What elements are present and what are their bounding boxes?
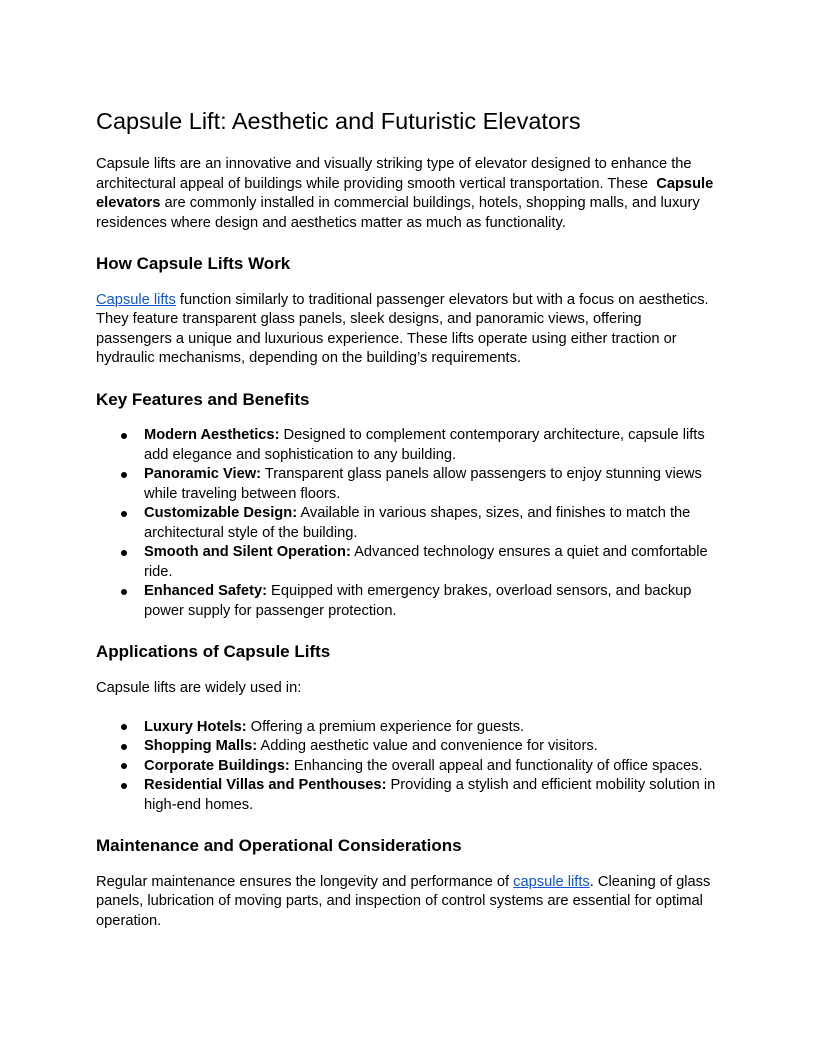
bold-text: Corporate Buildings: xyxy=(144,757,290,774)
section-heading-applications-of-capsule-lifts: Applications of Capsule Lifts xyxy=(96,642,331,661)
list-item xyxy=(96,504,720,543)
list-item xyxy=(96,426,720,465)
bold-text: Capsule elevators xyxy=(96,175,714,211)
list-item xyxy=(96,718,720,738)
text-run: Providing a stylish and efficient mobility solution in high-end homes. xyxy=(144,777,716,813)
text-run: are commonly installed in commercial buildings, hotels, shopping malls, and luxury residences where design and aesthetics matter as much as functionality. xyxy=(96,195,700,231)
section-heading-how-capsule-lifts-work: How Capsule Lifts Work xyxy=(96,254,291,273)
bold-text: Enhanced Safety: xyxy=(144,583,267,599)
bold-text: Customizable Design: xyxy=(144,505,298,521)
list-item xyxy=(96,543,720,582)
list-item xyxy=(96,737,720,757)
text-run: Advanced technology ensures a quiet and comfortable ride. xyxy=(144,544,708,580)
text-run: Capsule lifts are widely used in: xyxy=(96,679,302,696)
document-body xyxy=(96,155,720,931)
list-item xyxy=(96,776,720,815)
text-run: Transparent glass panels allow passengers to enjoy stunning views while traveling between floors. xyxy=(144,466,702,502)
bullet-list xyxy=(96,718,720,816)
text-run: Equipped with emergency brakes, overload sensors, and backup power supply for passenger protection. xyxy=(144,583,692,619)
paragraph xyxy=(96,155,720,233)
text-run: Adding aesthetic value and convenience for visitors. xyxy=(257,738,598,754)
list-item xyxy=(96,582,720,621)
text-run: Capsule lifts are an innovative and visually striking type of elevator designed to enhance the architectural appeal of buildings while providing smooth vertical transportation. These xyxy=(96,156,692,192)
bold-text: Smooth and Silent Operation: xyxy=(144,544,351,560)
text-run: Enhancing the overall appeal and functionality of office spaces. xyxy=(289,757,703,774)
bold-text: Shopping Malls: xyxy=(144,738,258,754)
bold-text: Residential Villas and Penthouses: xyxy=(144,777,387,793)
text-run: . Cleaning of glass panels, lubrication of moving parts, and inspection of control systems are essential for optimal operation. xyxy=(96,873,711,929)
text-run: Offering a premium experience for guests. xyxy=(246,718,525,735)
capsule-lifts-link[interactable]: capsule lifts xyxy=(513,873,590,890)
list-item xyxy=(96,757,720,777)
capsule-lifts-link[interactable]: Capsule lifts xyxy=(96,291,176,308)
text-run: Regular maintenance ensures the longevity and performance of xyxy=(96,873,514,890)
bold-text: Panoramic View: xyxy=(144,466,262,482)
section-heading-maintenance-and-operational-considerations: Maintenance and Operational Considerations xyxy=(96,836,462,855)
bold-text: Luxury Hotels: xyxy=(144,718,247,735)
section-heading-key-features-and-benefits: Key Features and Benefits xyxy=(96,389,310,409)
paragraph xyxy=(96,679,720,699)
paragraph xyxy=(96,291,720,369)
bold-text: Modern Aesthetics: xyxy=(144,427,280,443)
bullet-list xyxy=(96,426,720,621)
paragraph xyxy=(96,873,720,932)
text-run: Designed to complement contemporary architecture, capsule lifts add elegance and sophistication to any building. xyxy=(144,427,705,463)
document-title: Capsule Lift: Aesthetic and Futuristic Elevators xyxy=(96,108,581,134)
list-item xyxy=(96,465,720,504)
text-run: function similarly to traditional passenger elevators but with a focus on aesthetics. They feature transparent glass panels, sleek designs, and panoramic views, offering passengers a unique and luxurious experience. These lifts operate using either traction or hydraulic mechanisms, depending on the building’s requirements. xyxy=(96,291,709,366)
text-run: Available in various shapes, sizes, and finishes to match the architectural style of the building. xyxy=(144,505,691,541)
